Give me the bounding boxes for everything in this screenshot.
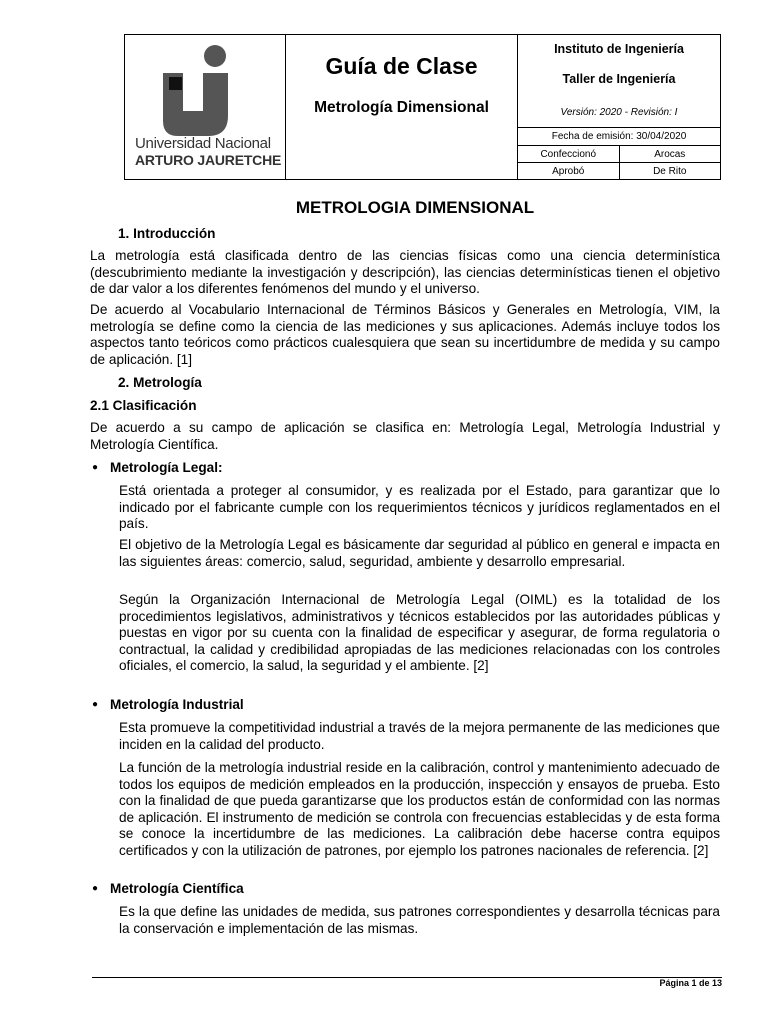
prepared-label: Confeccionó	[518, 146, 620, 163]
industrial-paragraph-2: La función de la metrología industrial reside en la calibración, control y mantenimiento adecuado de todos los equipos de medición empleados en la producción, inspección y ensayos de prueba. Esto con la finalidad de que pueda garantizarse que los productos están de conformidad con las normas de aplicación. El instrumento de medición se controla con frecuencias establecidas y de esta forma se conoce la incertidumbre de las mediciones. La calibración debe hacerse contra equipos certificados y con la utilización de patrones, por ejemplo los patrones nacionales de referencia. [2]	[119, 760, 720, 858]
institute-name: Instituto de Ingeniería	[554, 42, 684, 56]
bullet-icon: ●	[92, 883, 99, 894]
classification-paragraph: De acuerdo a su campo de aplicación se clasifica en: Metrología Legal, Metrología Industrial y Metrología Científica.	[90, 420, 720, 452]
prepared-row	[518, 145, 720, 163]
subject-title: Metrología Dimensional	[314, 99, 489, 116]
logo-mark-icon	[133, 41, 263, 136]
section-2-heading: 2. Metrología	[118, 375, 202, 390]
prepared-by: Arocas	[654, 149, 686, 160]
header-info-cell	[518, 35, 720, 179]
approved-by: De Rito	[653, 166, 687, 177]
footer-divider	[92, 977, 722, 978]
scientific-paragraph-1: Es la que define las unidades de medida, sus patrones correspondientes y desarrolla técnicas para la conservación e implementación de las mismas.	[119, 904, 720, 936]
header-table	[124, 34, 721, 180]
industrial-metrology-heading	[92, 697, 244, 712]
header-title-cell	[286, 35, 518, 179]
document-title: METROLOGIA DIMENSIONAL	[295, 198, 535, 217]
scientific-heading-text: Metrología Científica	[110, 881, 244, 896]
institute-block	[518, 35, 720, 127]
logo-text-line-2: ARTURO JAURETCHE	[135, 152, 282, 168]
issue-date: Fecha de emisión: 30/04/2020	[518, 127, 720, 146]
bullet-icon: ●	[92, 699, 99, 710]
scientific-metrology-heading	[92, 881, 244, 896]
section-2-1-heading: 2.1 Clasificación	[90, 398, 197, 413]
bullet-icon: ●	[92, 462, 99, 473]
page-number: Página 1 de 13	[659, 978, 722, 988]
section-1-heading: 1. Introducción	[118, 226, 216, 241]
approved-row	[518, 162, 720, 180]
university-logo	[125, 35, 286, 179]
guide-title: Guía de Clase	[325, 53, 478, 79]
legal-heading-text: Metrología Legal:	[110, 460, 223, 475]
legal-paragraph-2: El objetivo de la Metrología Legal es básicamente dar seguridad al público en general e impacta en las siguientes áreas: comercio, salud, seguridad, ambiente y desarrollo empresarial.	[119, 537, 720, 569]
approved-label: Aprobó	[518, 163, 620, 180]
industrial-heading-text: Metrología Industrial	[110, 697, 244, 712]
industrial-paragraph-1: Esta promueve la competitividad industrial a través de la mejora permanente de las mediciones que inciden en la calidad del producto.	[119, 720, 720, 752]
intro-paragraph-1: La metrología está clasificada dentro de las ciencias físicas como una ciencia determinística (descubrimiento mediante la investigación y descripción), las ciencias determinísticas tienen el objetivo de dar valor a los diferentes fenómenos del mundo y el universo.	[90, 248, 720, 296]
legal-paragraph-3: Según la Organización Internacional de Metrología Legal (OIML) es la totalidad de los procedimientos legislativos, administrativos y técnicos establecidos por las autoridades públicas y puestas en vigor por su cuenta con la finalidad de especificar y asegurar, de forma regulatoria o contractual, la calidad y credibilidad apropiadas de las mediciones relacionadas con los controles oficiales, el comercio, la salud, la seguridad y el ambiente. [2]	[119, 592, 720, 673]
workshop-name: Taller de Ingeniería	[562, 72, 676, 86]
version-info: Versión: 2020 - Revisión: I	[560, 107, 678, 118]
logo-text-line-1: Universidad Nacional	[135, 135, 271, 152]
legal-metrology-heading	[92, 460, 223, 475]
intro-paragraph-2: De acuerdo al Vocabulario Internacional de Términos Básicos y Generales en Metrología, VIM, la metrología se define como la ciencia de las mediciones y sus aplicaciones. Además incluye todos los aspectos tanto teóricos como prácticos cualesquiera que sean su incertidumbre de medida y su campo de aplicación. [1]	[90, 302, 720, 367]
legal-paragraph-1: Está orientada a proteger al consumidor, y es realizada por el Estado, para garantizar que lo indicado por el fabricante cumple con los requerimientos técnicos y jurídicos reglamentados en el país.	[119, 483, 720, 531]
